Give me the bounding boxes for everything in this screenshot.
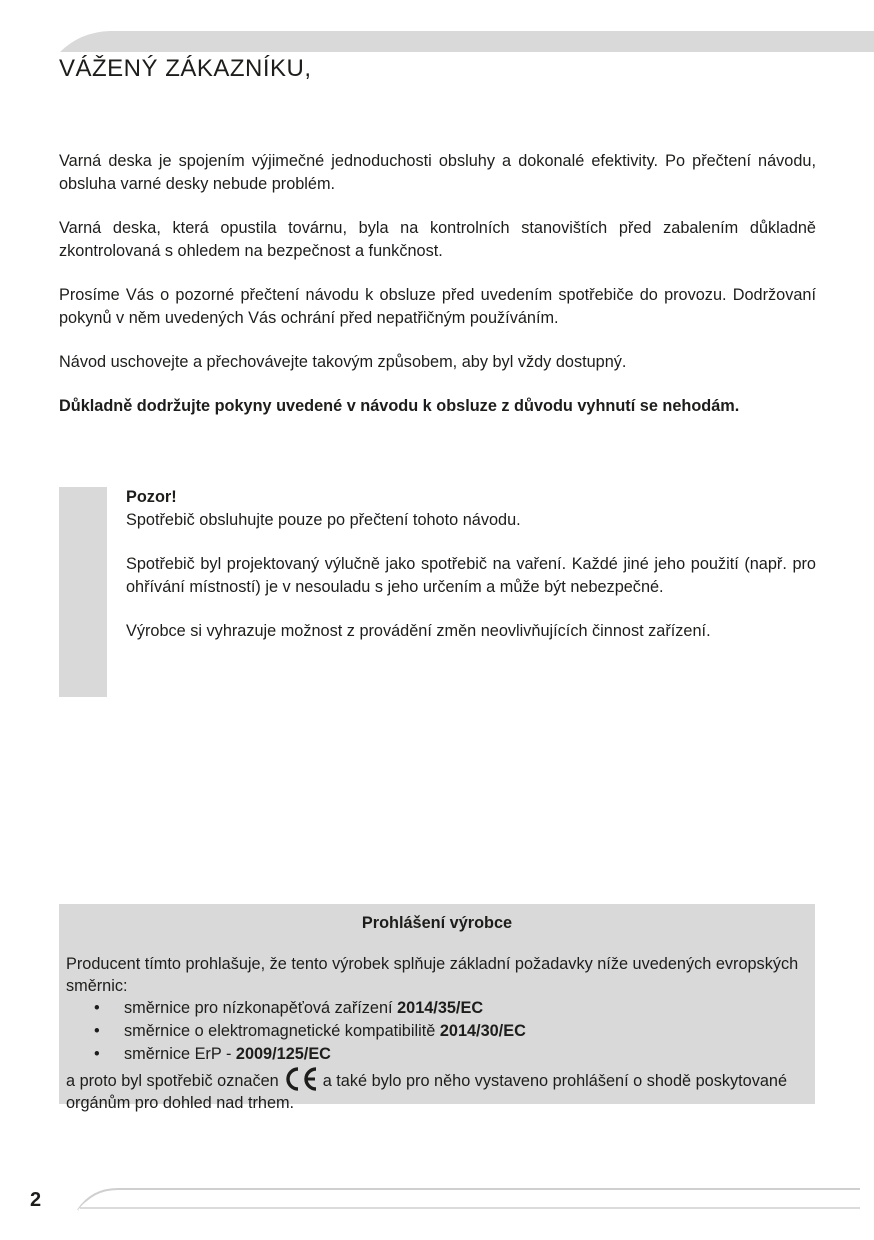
directive-code: 2014/30/EC	[439, 1022, 526, 1040]
intro-paragraph-1: Varná deska je spojením výjimečné jednoduchosti obsluhy a dokonalé efektivity. Po přečtení návodu, obsluha varné desky nebude problém.	[59, 152, 816, 193]
list-item	[66, 997, 808, 1020]
outro-before: a proto byl spotřebič označen	[66, 1072, 279, 1090]
warning-box	[126, 486, 816, 664]
declaration-outro	[66, 1066, 808, 1114]
warning-side-bar	[59, 487, 107, 697]
page-title: VÁŽENÝ ZÁKAZNÍKU,	[59, 55, 312, 82]
intro-section	[59, 150, 816, 439]
declaration-title: Prohlášení výrobce	[361, 914, 513, 932]
warning-title: Pozor!	[126, 488, 177, 506]
directive-text: směrnice ErP -	[124, 1045, 236, 1063]
outro-after: a také bylo pro něho vystaveno prohlášení o shodě poskytované orgánům pro dohled nad trhem.	[66, 1072, 788, 1112]
directive-text: směrnice pro nízkonapěťová zařízení	[124, 999, 398, 1017]
intro-emphasis: Důkladně dodržujte pokyny uvedené v návodu k obsluze z důvodu vyhnutí se nehodám.	[59, 397, 740, 415]
bullet: •	[94, 1045, 100, 1063]
ce-mark-icon	[283, 1066, 319, 1092]
warning-paragraph-2: Spotřebič byl projektovaný výlučně jako spotřebič na vaření. Každé jiné jeho použití (např. pro ohřívání místností) je v nesouladu s jeho určením a může být nebezpečné.	[126, 555, 816, 596]
intro-paragraph-2: Varná deska, která opustila továrnu, byla na kontrolních stanovištích před zabalením důkladně zkontrolovaná s ohledem na bezpečnost a funkčnost.	[59, 219, 816, 260]
directive-code: 2014/35/EC	[397, 999, 484, 1017]
directive-list	[66, 997, 808, 1066]
bullet: •	[94, 1022, 100, 1040]
intro-paragraph-3: Prosíme Vás o pozorné přečtení návodu k obsluze před uvedením spotřebiče do provozu. Dodržovaní pokynů v něm uvedených Vás ochrání před nepatřičným používáním.	[59, 286, 816, 327]
page-number: 2	[30, 1189, 42, 1211]
list-item	[66, 1043, 808, 1066]
manufacturer-declaration	[59, 904, 815, 1112]
directive-code: 2009/125/EC	[235, 1045, 331, 1063]
directive-text: směrnice o elektromagnetické kompatibilitě	[124, 1022, 440, 1040]
declaration-intro: Producent tímto prohlašuje, že tento výrobek splňuje základní požadavky níže uvedených evropských směrnic:	[66, 955, 799, 995]
warning-paragraph-3: Výrobce si vyhrazuje možnost z provádění změn neovlivňujících činnost zařízení.	[126, 622, 711, 640]
list-item	[66, 1020, 808, 1043]
warning-line-1: Spotřebič obsluhujte pouze po přečtení tohoto návodu.	[126, 511, 521, 529]
intro-paragraph-4: Návod uschovejte a přechovávejte takovým způsobem, aby byl vždy dostupný.	[59, 353, 627, 371]
bottom-footer-tab	[0, 1180, 874, 1220]
top-header-tab	[0, 0, 874, 60]
bullet: •	[94, 999, 100, 1017]
